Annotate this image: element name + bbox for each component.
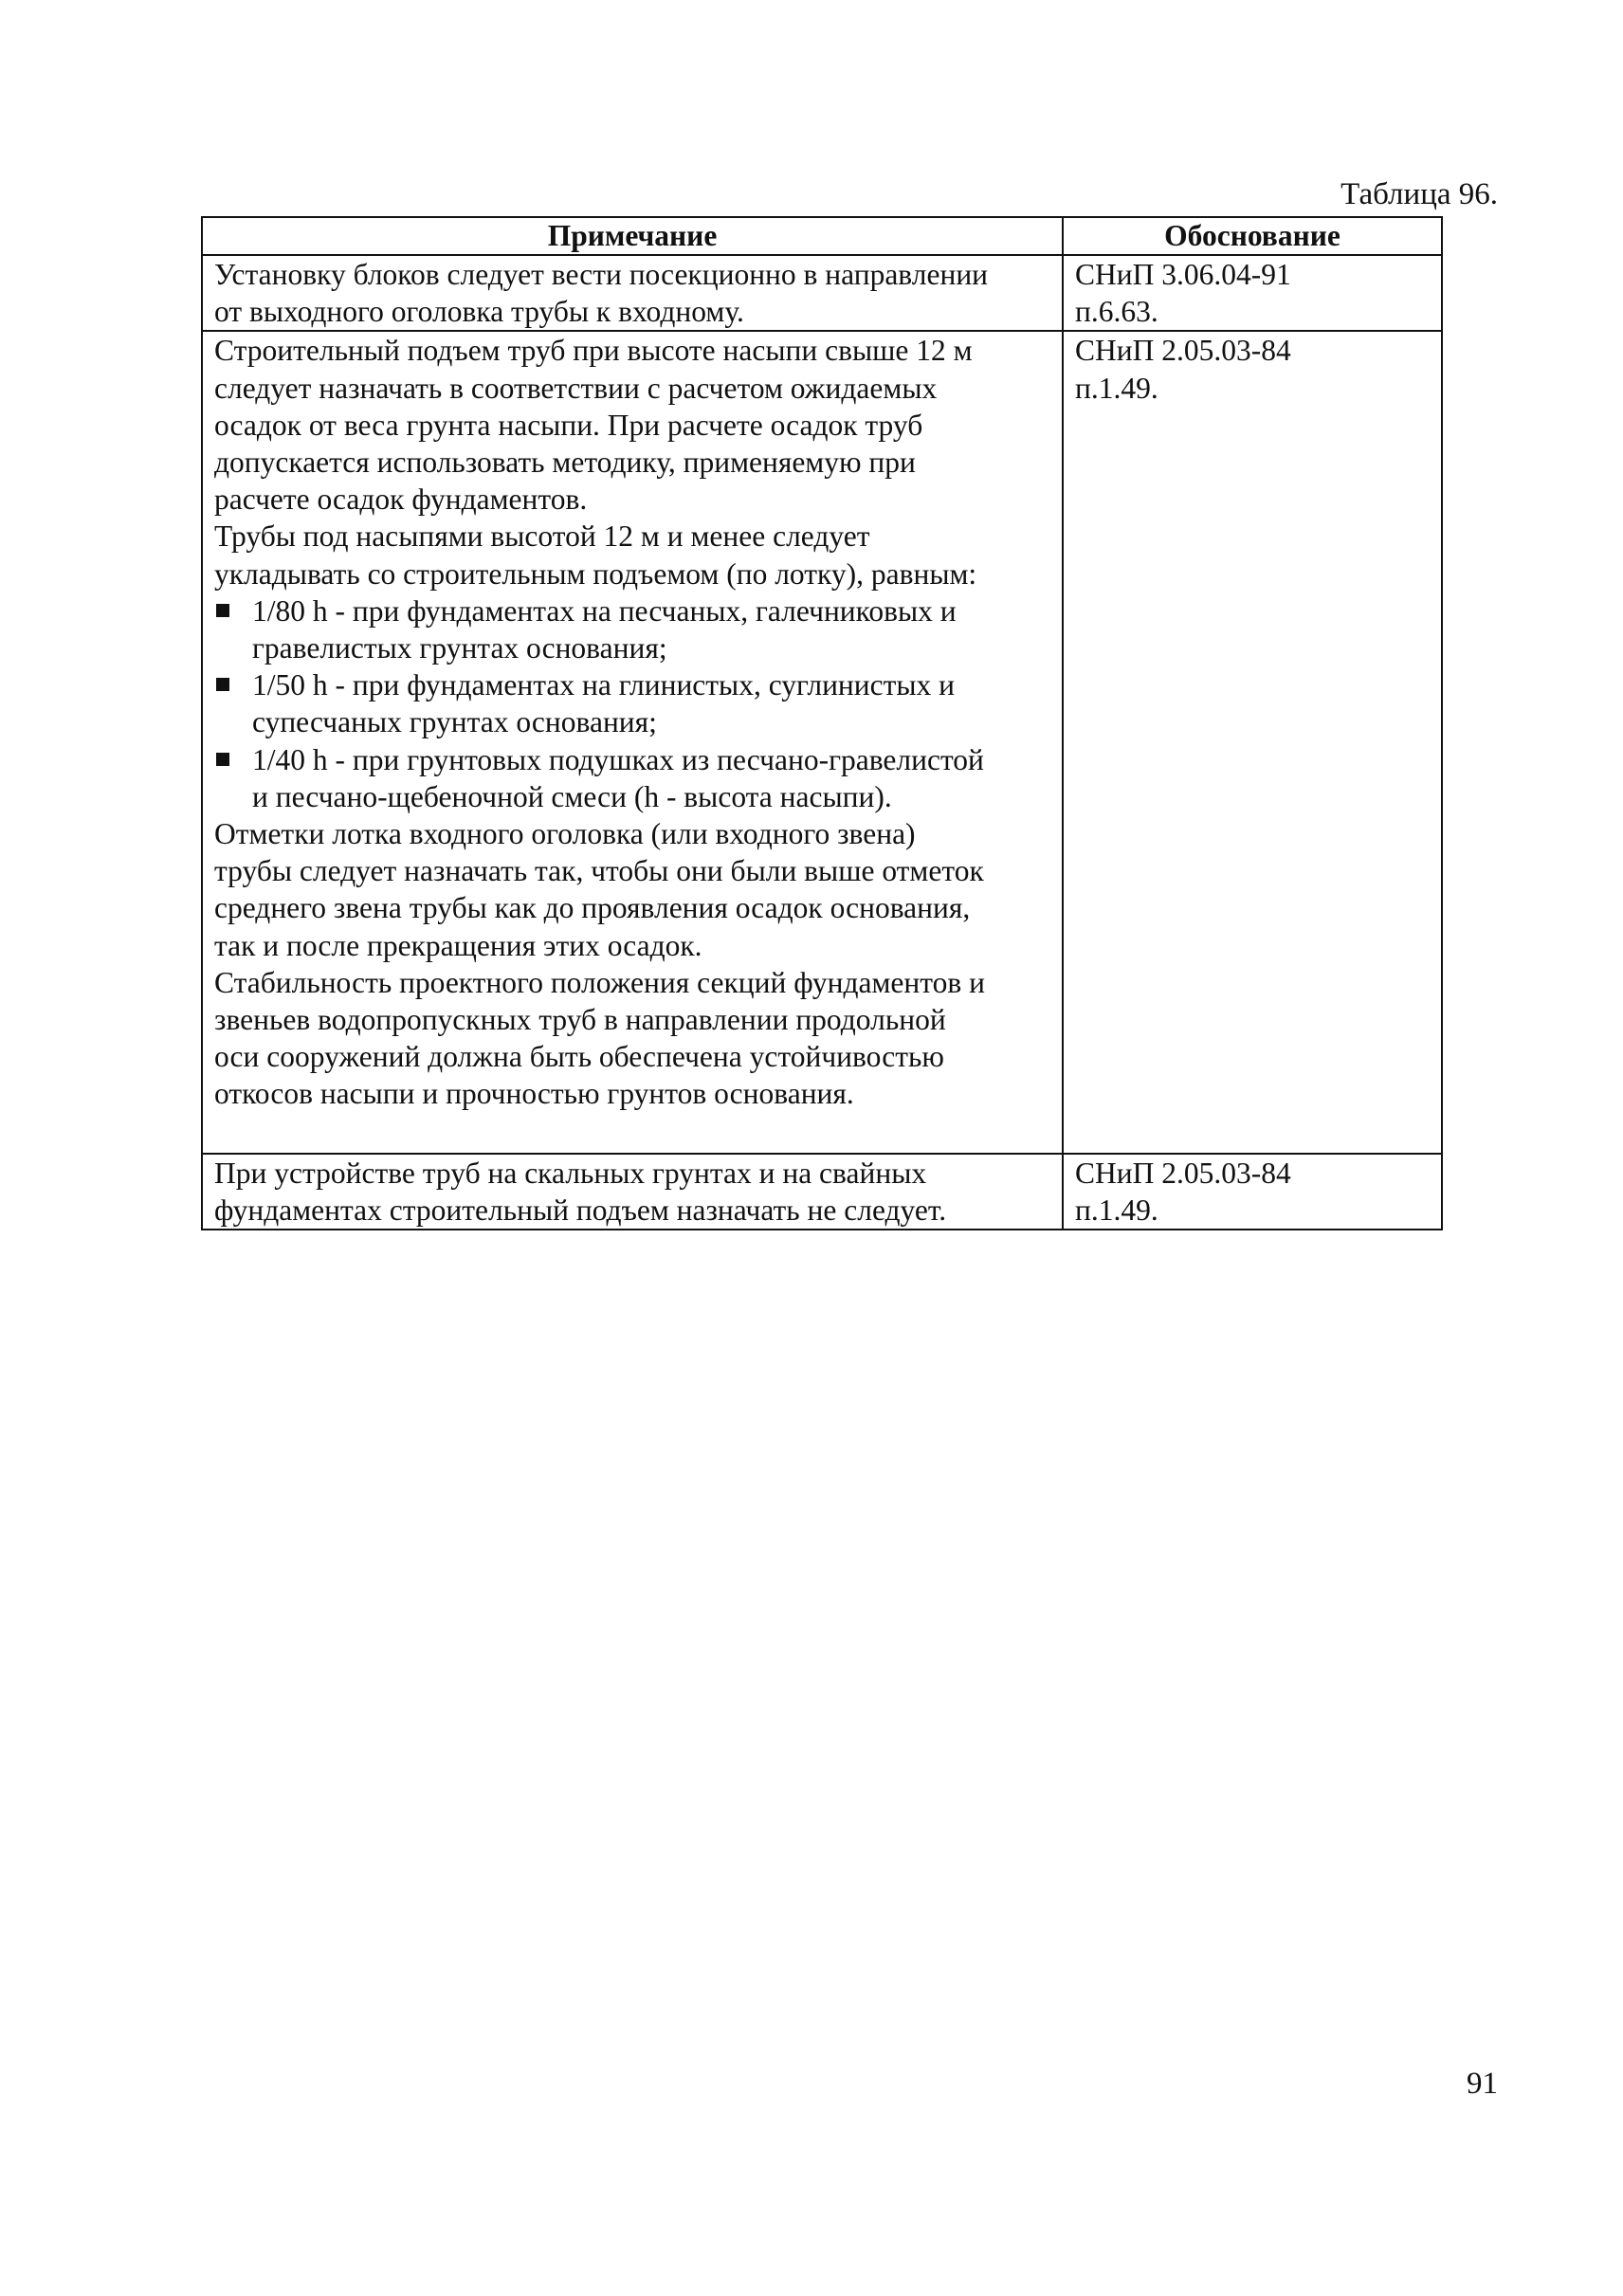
bullet-text: 1/50 h - при фундаментах на глинистых, суглинистых и: [252, 668, 956, 702]
notes-table: [201, 216, 1443, 1230]
table-caption: Таблица 96.: [1340, 177, 1498, 211]
header-note: Примечание: [202, 217, 1063, 255]
note-line: расчете осадок фундаментов.: [214, 483, 588, 517]
basis-line: п.1.49.: [1075, 371, 1158, 405]
table-header-row: [202, 217, 1442, 255]
basis-line: СНиП 2.05.03-84: [1075, 334, 1291, 368]
note-line: допускается использовать методику, применяемую при: [214, 446, 916, 480]
note-line: Отметки лотка входного оголовка (или входного звена): [214, 817, 916, 851]
note-line: среднего звена трубы как до проявления осадок основания,: [214, 891, 971, 925]
note-line: осадок от веса грунта насыпи. При расчете осадок труб: [214, 408, 923, 442]
basis-line: СНиП 2.05.03-84: [1075, 1156, 1291, 1190]
bullet-item: [214, 666, 1050, 703]
bullet-continuation: и песчано-щебеночной смеси (h - высота насыпи).: [252, 779, 892, 813]
note-line: Установку блоков следует вести посекционно в направлении: [214, 258, 989, 291]
bullet-text: 1/80 h - при фундаментах на песчаных, галечниковых и: [252, 593, 957, 628]
bullet-item: [214, 741, 1050, 778]
basis-line: СНиП 3.06.04-91: [1075, 258, 1291, 291]
square-bullet-icon: [216, 678, 229, 691]
note-line: откосов насыпи и прочностью грунтов основания.: [214, 1077, 854, 1111]
note-line: Стабильность проектного положения секций фундаментов и: [214, 965, 985, 999]
note-line: При устройстве труб на скальных грунтах и на свайных: [214, 1156, 927, 1190]
header-basis: Обоснование: [1063, 217, 1442, 255]
table-row: [202, 255, 1442, 331]
square-bullet-icon: [216, 753, 229, 766]
note-line: от выходного оголовка трубы к входному.: [214, 295, 744, 329]
page-number: 91: [1467, 2067, 1498, 2101]
bullet-item: [214, 592, 1050, 629]
basis-cell: [1063, 1154, 1442, 1230]
table-row: [202, 1154, 1442, 1230]
note-line: укладывать со строительным подъемом (по лотку), равным:: [214, 556, 977, 591]
basis-cell: [1063, 255, 1442, 331]
bullet-text: 1/40 h - при грунтовых подушках из песчано-гравелистой: [252, 742, 984, 776]
note-line: фундаментах строительный подъем назначать не следует.: [214, 1193, 947, 1227]
square-bullet-icon: [216, 604, 229, 617]
bullet-continuation: гравелистых грунтах основания;: [252, 631, 667, 665]
note-cell: [202, 255, 1063, 331]
basis-line: п.1.49.: [1075, 1193, 1158, 1227]
bullet-continuation: супесчаных грунтах основания;: [252, 705, 657, 739]
basis-line: п.6.63.: [1075, 295, 1158, 329]
basis-cell: [1063, 331, 1442, 1153]
note-cell: [202, 1154, 1063, 1230]
table-row: [202, 331, 1442, 1153]
note-line: следует назначать в соответствии с расчетом ожидаемых: [214, 371, 938, 405]
note-cell: [202, 331, 1063, 1153]
note-line: оси сооружений должна быть обеспечена устойчивостью: [214, 1040, 944, 1074]
note-line: трубы следует назначать так, чтобы они были выше отметок: [214, 854, 984, 888]
note-line: Трубы под насыпями высотой 12 м и менее следует: [214, 519, 870, 554]
note-line: Строительный подъем труб при высоте насыпи свыше 12 м: [214, 334, 973, 368]
note-line: так и после прекращения этих осадок.: [214, 928, 702, 962]
note-line: звеньев водопропускных труб в направлении продольной: [214, 1003, 946, 1037]
